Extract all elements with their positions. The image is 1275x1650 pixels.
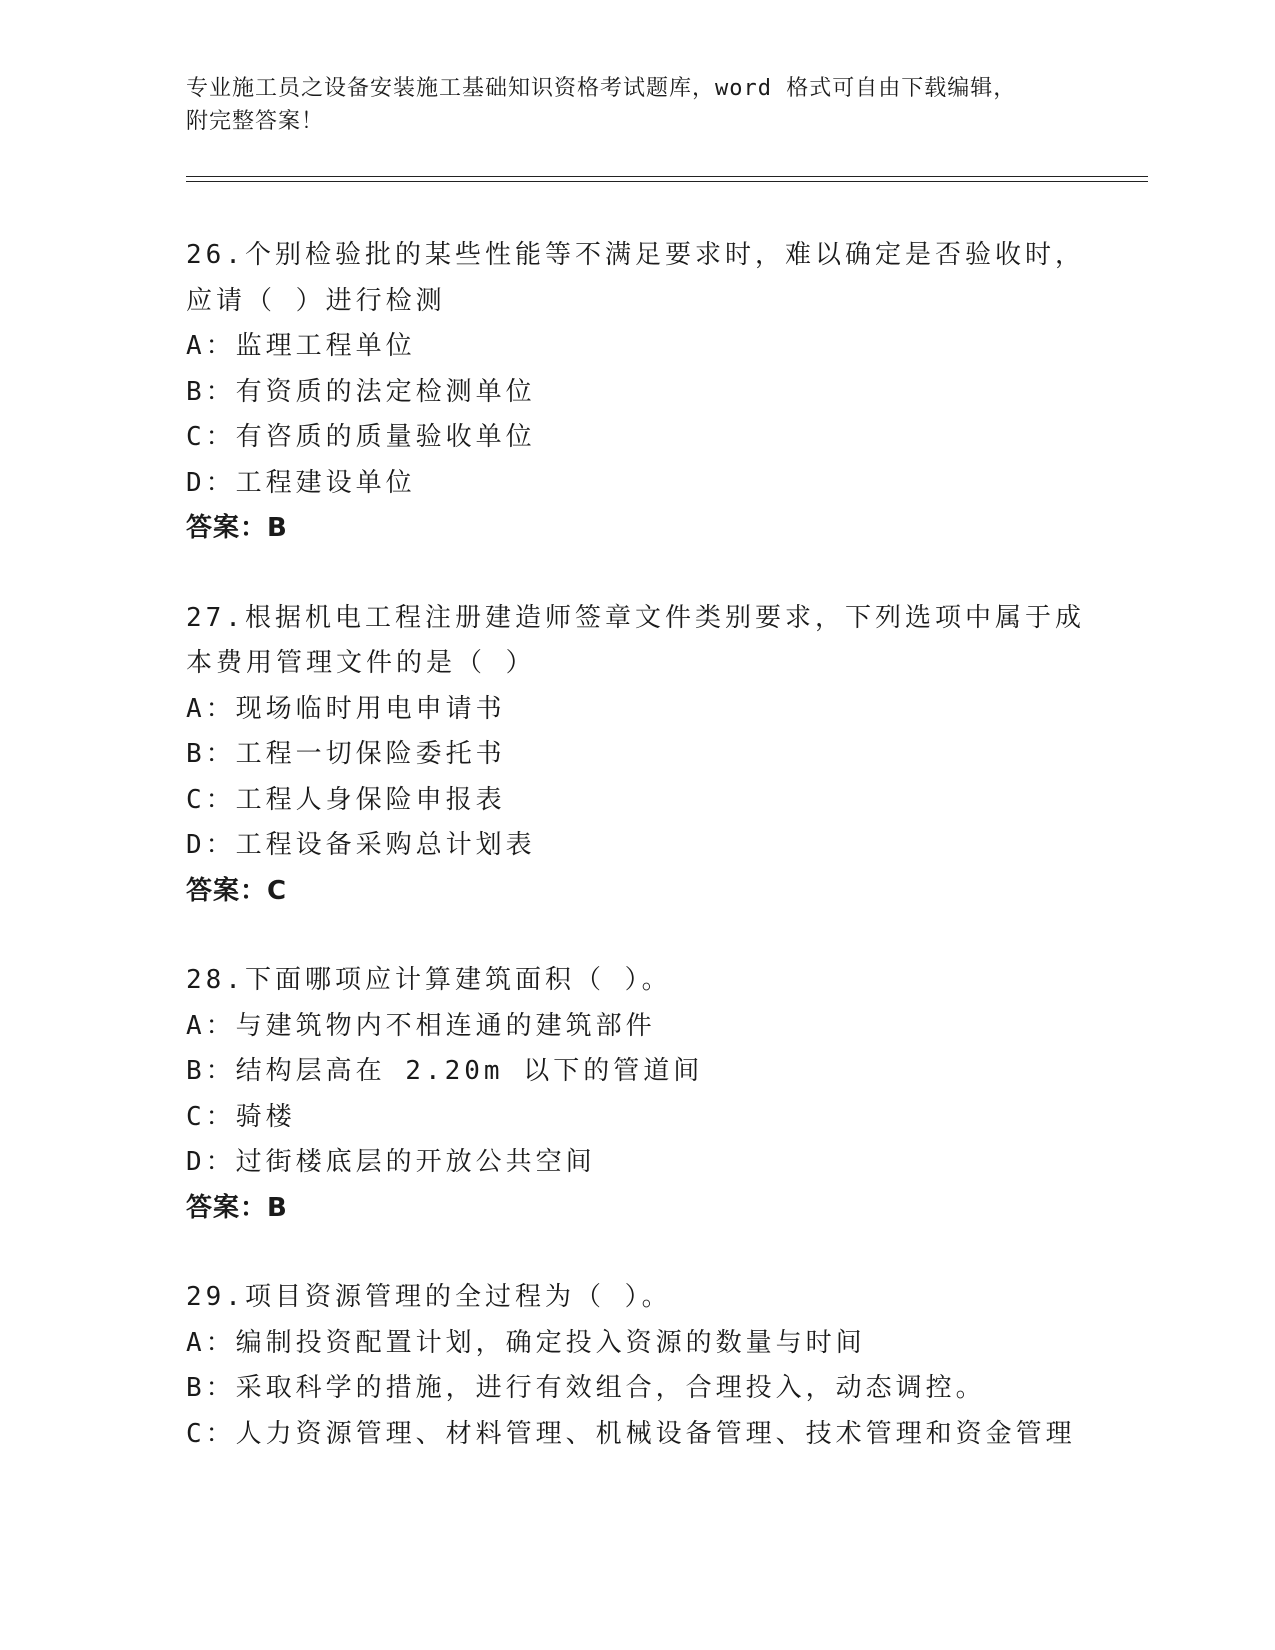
option-c: C：骑楼 xyxy=(186,1101,296,1132)
document-header xyxy=(186,72,1086,138)
option-b: B：采取科学的措施，进行有效组合，合理投入，动态调控。 xyxy=(186,1373,986,1403)
header-divider-top xyxy=(186,176,1148,177)
answer: 答案：B xyxy=(186,1192,288,1223)
question-list xyxy=(186,233,1086,1501)
answer: 答案：B xyxy=(186,513,288,543)
option-c: C：人力资源管理、材料管理、机械设备管理、技术管理和资金管理 xyxy=(186,1418,1076,1449)
question-text: 26.个别检验批的某些性能等不满足要求时，难以确定是否验收时，应请（ ）进行检测 xyxy=(186,240,1085,316)
option-c: C：有咨质的质量验收单位 xyxy=(186,422,536,452)
header-line-1: 专业施工员之设备安装施工基础知识资格考试题库，word 格式可自由下载编辑， xyxy=(186,76,1017,101)
option-a: A：编制投资配置计划，确定投入资源的数量与时间 xyxy=(186,1327,866,1358)
question-text: 29.项目资源管理的全过程为（ ）。 xyxy=(186,1282,672,1312)
option-b: B：工程一切保险委托书 xyxy=(186,739,506,769)
option-b: B：结构层高在 2.20m 以下的管道间 xyxy=(186,1056,704,1086)
question-29 xyxy=(186,1275,1086,1457)
option-a: A：现场临时用电申请书 xyxy=(186,693,506,724)
question-26 xyxy=(186,233,1086,552)
question-28 xyxy=(186,958,1086,1231)
option-d: D：工程设备采购总计划表 xyxy=(186,830,536,860)
option-d: D：过街楼底层的开放公共空间 xyxy=(186,1147,596,1177)
option-a: A：与建筑物内不相连通的建筑部件 xyxy=(186,1010,656,1041)
option-a: A：监理工程单位 xyxy=(186,331,416,361)
option-b: B：有资质的法定检测单位 xyxy=(186,376,536,407)
header-line-2: 附完整答案！ xyxy=(186,109,325,134)
question-text: 27.根据机电工程注册建造师签章文件类别要求，下列选项中属于成本费用管理文件的是（ ） xyxy=(186,602,1085,678)
answer: 答案：C xyxy=(186,875,288,906)
option-d: D：工程建设单位 xyxy=(186,467,416,498)
option-c: C：工程人身保险申报表 xyxy=(186,784,506,815)
header-divider-bottom xyxy=(186,181,1148,182)
question-27 xyxy=(186,596,1086,915)
question-text: 28.下面哪项应计算建筑面积（ ）。 xyxy=(186,965,672,995)
